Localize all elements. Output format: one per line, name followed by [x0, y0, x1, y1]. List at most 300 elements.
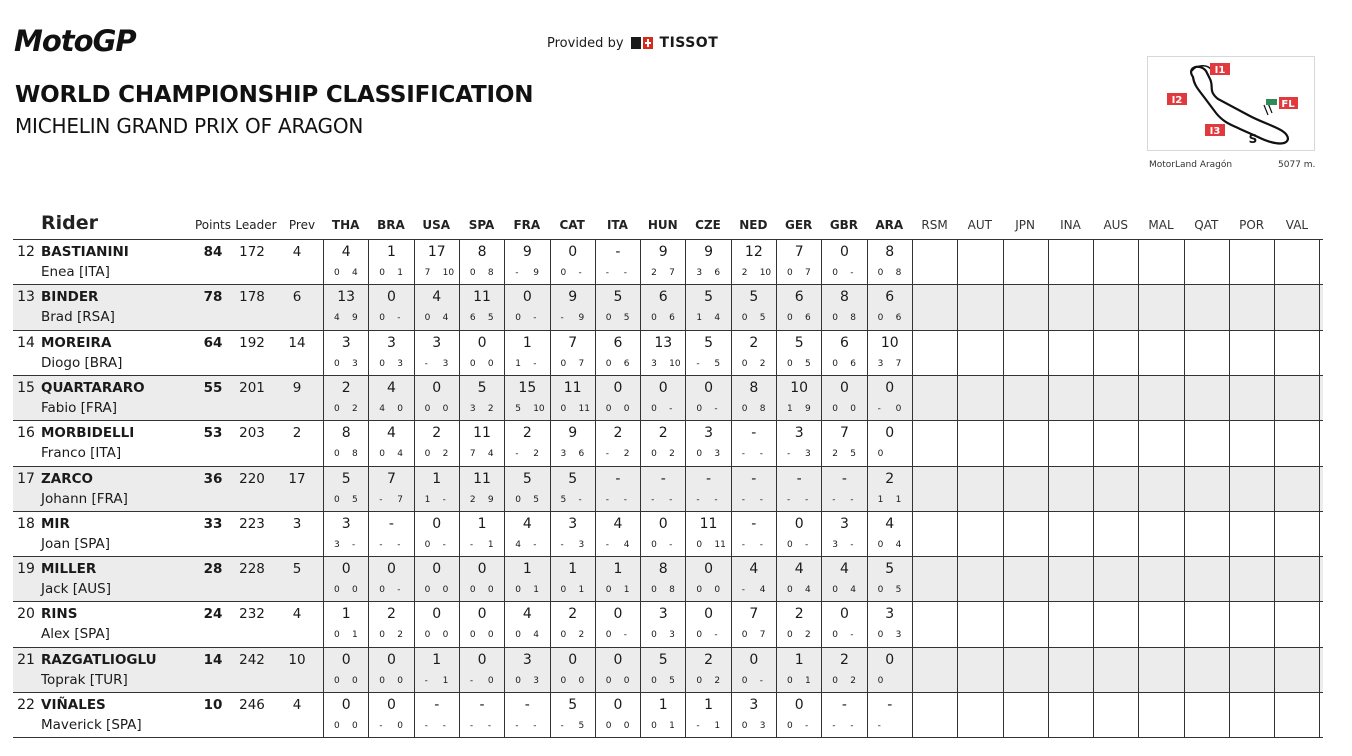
round-points: 6 — [885, 289, 895, 306]
sprint-points: 0 — [379, 585, 386, 596]
race-points: 4 — [805, 585, 811, 596]
result-cell-ara — [867, 376, 912, 421]
result-cell-val — [1274, 693, 1319, 738]
race-points: 6 — [714, 268, 721, 278]
result-cell-cat — [550, 467, 595, 512]
round-points: 9 — [568, 289, 578, 306]
sprint-points: 0 — [741, 358, 748, 369]
result-cell-rsm — [912, 285, 957, 330]
round-points: - — [479, 697, 485, 713]
sprint-points: 7 — [469, 449, 476, 460]
round-header-gbr: GBR — [829, 218, 859, 232]
result-cell-mal — [1138, 376, 1183, 421]
result-cell-usa — [414, 376, 459, 421]
round-points: 0 — [432, 515, 442, 532]
sprint-points: 0 — [515, 675, 521, 686]
round-points: 0 — [386, 289, 396, 306]
result-cell-aus — [1093, 376, 1138, 421]
round-points: 5 — [704, 334, 713, 351]
result-cell-qat — [1184, 557, 1229, 602]
result-cell-mal — [1138, 331, 1183, 376]
round-header-cze: CZE — [695, 218, 721, 232]
round-points: 3 — [386, 334, 396, 351]
result-cell-ita — [595, 693, 640, 738]
round-points: 12 — [744, 244, 763, 260]
result-cell-ara — [867, 648, 912, 693]
race-points: 1 — [487, 539, 494, 550]
race-points: 11 — [714, 539, 726, 550]
result-cell-cat — [550, 421, 595, 466]
round-points: 2 — [794, 606, 804, 623]
round-points: 0 — [477, 606, 487, 623]
gap-to-leader: 246 — [239, 697, 265, 713]
race-points: - — [850, 539, 854, 550]
sprint-points: 3 — [651, 358, 657, 369]
result-cell-usa — [414, 421, 459, 466]
result-cell-gbr — [821, 331, 866, 376]
result-cell-usa — [414, 240, 459, 285]
race-points: 4 — [895, 539, 902, 550]
sprint-points: 0 — [334, 268, 340, 278]
race-points: 0 — [397, 403, 404, 414]
gap-to-leader: 203 — [239, 425, 265, 442]
race-points: 8 — [895, 268, 902, 278]
result-cell-val — [1274, 285, 1319, 330]
result-cell-gbr — [821, 421, 866, 466]
result-cell-val — [1274, 602, 1319, 647]
result-cell-cat — [550, 693, 595, 738]
result-cell-ned — [731, 648, 776, 693]
rider-points: 33 — [203, 515, 223, 532]
race-points: 4 — [533, 630, 539, 641]
round-points: 7 — [794, 244, 804, 260]
result-cell-tha — [323, 512, 368, 557]
round-points: 0 — [839, 606, 849, 623]
sprint-points: 0 — [696, 630, 703, 641]
sprint-points: 0 — [605, 630, 612, 641]
race-points: 4 — [714, 313, 721, 324]
result-cell-val — [1274, 467, 1319, 512]
sprint-points: 0 — [651, 630, 657, 641]
motogp-logo — [14, 26, 192, 56]
round-header-aus: AUS — [1103, 218, 1129, 232]
track-layout-icon — [1148, 57, 1314, 150]
rider-points: 28 — [203, 561, 223, 578]
round-points: - — [841, 470, 847, 487]
round-points: - — [751, 515, 757, 532]
race-points: 5 — [850, 449, 857, 460]
race-points: - — [805, 539, 809, 550]
gap-to-previous: 4 — [292, 244, 302, 260]
rider-points: 36 — [203, 470, 223, 487]
round-points: 0 — [885, 425, 895, 442]
sprint-points: 2 — [741, 268, 748, 278]
gap-to-previous: 3 — [292, 515, 302, 532]
round-points: 0 — [613, 651, 623, 668]
sprint-points: - — [877, 403, 881, 414]
result-cell-rsm — [912, 331, 957, 376]
rider-firstname: Johann [FRA] — [41, 490, 128, 507]
result-cell-usa — [414, 693, 459, 738]
round-points: 1 — [568, 561, 578, 578]
race-points: 2 — [533, 449, 539, 460]
sprint-points: - — [741, 585, 745, 596]
race-points: - — [533, 358, 537, 369]
round-points: 0 — [839, 244, 849, 260]
race-points: 0 — [352, 675, 358, 686]
round-points: 1 — [432, 470, 442, 487]
table-header — [13, 212, 1323, 239]
round-points: 9 — [658, 244, 668, 260]
result-cell-ara — [867, 285, 912, 330]
result-cell-mal — [1138, 240, 1183, 285]
result-cell-mal — [1138, 285, 1183, 330]
race-points: - — [623, 494, 628, 505]
round-points: 3 — [341, 334, 351, 351]
table-row — [13, 330, 1323, 375]
result-cell-jpn — [1003, 331, 1048, 376]
round-header-aut: AUT — [967, 218, 992, 232]
result-cell-qat — [1184, 512, 1229, 557]
sprint-points: 0 — [334, 449, 340, 460]
sprint-points: 3 — [560, 449, 567, 460]
round-points: 5 — [658, 651, 668, 668]
result-cell-rsm — [912, 421, 957, 466]
sprint-points: 0 — [605, 313, 612, 324]
sprint-points: 0 — [424, 313, 431, 324]
table-right-border — [1319, 693, 1320, 738]
rider-position: 13 — [17, 289, 35, 306]
result-cell-ara — [867, 557, 912, 602]
table-right-border — [1319, 285, 1320, 330]
result-cell-aus — [1093, 602, 1138, 647]
result-cell-rsm — [912, 693, 957, 738]
round-points: 0 — [704, 606, 713, 623]
round-points: 7 — [749, 606, 759, 623]
result-cell-cat — [550, 285, 595, 330]
round-points: 11 — [473, 289, 491, 306]
result-cell-spa — [459, 557, 504, 602]
round-points: 1 — [341, 606, 351, 623]
race-points: - — [850, 721, 854, 731]
round-points: 2 — [885, 470, 895, 487]
sprint-points: 0 — [379, 449, 386, 460]
round-points: 0 — [386, 561, 396, 578]
round-points: 13 — [654, 334, 673, 351]
result-cell-cze — [685, 693, 730, 738]
round-points: 4 — [522, 606, 532, 623]
result-cell-cze — [685, 512, 730, 557]
round-points: 3 — [658, 606, 668, 623]
round-points: 2 — [432, 425, 442, 442]
table-right-border — [1319, 512, 1320, 557]
round-points: 0 — [704, 561, 713, 578]
round-points: - — [887, 697, 893, 713]
rider-surname: RAZGATLIOGLU — [41, 651, 157, 668]
result-cell-tha — [323, 331, 368, 376]
round-points: 5 — [568, 697, 578, 713]
sprint-points: - — [469, 539, 474, 550]
result-cell-rsm — [912, 602, 957, 647]
race-points: 0 — [578, 675, 585, 686]
race-points: 9 — [487, 494, 494, 505]
result-cell-qat — [1184, 376, 1229, 421]
table-row — [13, 601, 1323, 646]
gap-to-leader: 228 — [239, 561, 265, 578]
result-cell-spa — [459, 602, 504, 647]
race-points: 10 — [533, 403, 545, 414]
round-points: 9 — [568, 425, 578, 442]
round-points: 3 — [885, 606, 895, 623]
sprint-points: 0 — [832, 358, 839, 369]
sprint-points: 0 — [787, 268, 793, 278]
round-header-jpn: JPN — [1015, 218, 1036, 232]
race-points: 3 — [578, 539, 585, 550]
round-points: 5 — [522, 470, 532, 487]
tissot-logo-icon — [631, 37, 653, 49]
result-cell-cat — [550, 376, 595, 421]
result-cell-rsm — [912, 376, 957, 421]
sprint-points: 0 — [469, 268, 476, 278]
sprint-points: 1 — [787, 403, 793, 414]
sprint-points: 0 — [877, 675, 884, 686]
result-cell-ger — [776, 693, 821, 738]
race-points: 3 — [669, 630, 675, 641]
gap-to-previous: 9 — [292, 379, 302, 396]
sprint-points: - — [605, 494, 610, 505]
round-points: 8 — [658, 561, 668, 578]
race-points: 5 — [714, 358, 721, 369]
result-cell-bra — [368, 331, 413, 376]
sprint-points: - — [424, 721, 428, 731]
gap-to-previous: 17 — [288, 470, 306, 487]
result-cell-por — [1229, 421, 1274, 466]
result-cell-cze — [685, 557, 730, 602]
round-points: - — [841, 697, 847, 713]
sprint-points: 0 — [832, 585, 839, 596]
race-points: - — [850, 630, 854, 641]
result-cell-spa — [459, 512, 504, 557]
result-cell-ger — [776, 602, 821, 647]
result-cell-val — [1274, 421, 1319, 466]
result-cell-tha — [323, 240, 368, 285]
rider-surname: VIÑALES — [41, 697, 106, 713]
table-row — [13, 284, 1323, 329]
race-points: 0 — [623, 675, 630, 686]
result-cell-jpn — [1003, 467, 1048, 512]
race-points: 7 — [805, 268, 811, 278]
result-cell-mal — [1138, 512, 1183, 557]
result-cell-tha — [323, 376, 368, 421]
round-points: 2 — [568, 606, 578, 623]
race-points: 1 — [442, 675, 449, 686]
prev-column-header: Prev — [288, 218, 316, 232]
result-cell-jpn — [1003, 240, 1048, 285]
round-points: 6 — [839, 334, 849, 351]
sprint-points: 0 — [651, 585, 657, 596]
gap-to-leader: 242 — [239, 651, 265, 668]
result-cell-bra — [368, 421, 413, 466]
table-right-border — [1319, 602, 1320, 647]
round-header-bra: BRA — [377, 218, 405, 232]
sprint-points: - — [424, 675, 428, 686]
race-points: 9 — [578, 313, 585, 324]
sprint-points: - — [877, 721, 881, 731]
sprint-points: 0 — [877, 268, 884, 278]
result-cell-por — [1229, 285, 1274, 330]
round-header-ara: ARA — [875, 218, 904, 232]
round-points: 11 — [699, 515, 718, 532]
sprint-points: 0 — [515, 630, 521, 641]
result-cell-ina — [1048, 557, 1093, 602]
round-points: 0 — [613, 379, 623, 396]
sprint-points: - — [515, 721, 519, 731]
result-cell-por — [1229, 557, 1274, 602]
race-points: 8 — [850, 313, 857, 324]
round-points: 3 — [794, 425, 804, 442]
race-points: - — [397, 585, 401, 596]
sprint-points: 1 — [696, 313, 703, 324]
result-cell-aut — [957, 467, 1002, 512]
race-points: 7 — [759, 630, 766, 641]
race-points: - — [397, 313, 401, 324]
round-points: - — [751, 470, 757, 487]
result-cell-gbr — [821, 467, 866, 512]
sprint-points: - — [515, 268, 519, 278]
result-cell-por — [1229, 693, 1274, 738]
sprint-points: 3 — [696, 268, 703, 278]
result-cell-aus — [1093, 331, 1138, 376]
race-points: 7 — [669, 268, 675, 278]
result-cell-hun — [640, 467, 685, 512]
sponsor-name: TISSOT — [659, 35, 719, 51]
result-cell-fra — [504, 648, 549, 693]
track-length: 5077 m. — [1278, 160, 1316, 170]
round-points: 0 — [341, 561, 351, 578]
result-cell-tha — [323, 557, 368, 602]
sprint-points: - — [560, 721, 564, 731]
result-cell-usa — [414, 648, 459, 693]
race-points: 4 — [352, 268, 358, 278]
race-points: - — [850, 268, 854, 278]
race-points: 6 — [850, 358, 857, 369]
result-cell-cze — [685, 285, 730, 330]
race-points: 5 — [669, 675, 675, 686]
result-cell-aut — [957, 512, 1002, 557]
round-points: 17 — [427, 244, 446, 260]
race-points: 4 — [759, 585, 766, 596]
logo-text: MotoGP — [14, 26, 136, 56]
rider-points: 55 — [203, 379, 223, 396]
round-points: - — [434, 697, 440, 713]
round-points: 2 — [613, 425, 623, 442]
race-points: 8 — [352, 449, 358, 460]
sprint-points: 0 — [832, 403, 839, 414]
sprint-points: 0 — [877, 313, 884, 324]
result-cell-spa — [459, 285, 504, 330]
result-cell-usa — [414, 467, 459, 512]
race-points: - — [578, 268, 582, 278]
table-right-border — [1319, 648, 1320, 693]
result-cell-aus — [1093, 693, 1138, 738]
round-points: 0 — [613, 606, 623, 623]
sprint-points: 0 — [741, 403, 748, 414]
sprint-points: 7 — [424, 268, 431, 278]
result-cell-aus — [1093, 240, 1138, 285]
result-cell-mal — [1138, 693, 1183, 738]
sprint-points: - — [560, 539, 564, 550]
round-points: 8 — [749, 379, 759, 396]
round-points: 3 — [341, 515, 351, 532]
round-points: 11 — [473, 425, 491, 442]
round-points: 8 — [477, 244, 487, 260]
sprint-points: - — [424, 358, 428, 369]
round-header-ger: GER — [785, 218, 813, 232]
round-points: 4 — [432, 289, 442, 306]
result-cell-jpn — [1003, 421, 1048, 466]
sponsor-line — [547, 33, 718, 53]
race-points: 8 — [487, 268, 494, 278]
result-cell-ina — [1048, 421, 1093, 466]
round-points: 3 — [522, 651, 532, 668]
sprint-points: - — [560, 313, 564, 324]
result-cell-val — [1274, 331, 1319, 376]
sprint-points: - — [832, 721, 836, 731]
result-cell-gbr — [821, 602, 866, 647]
sprint-points: 4 — [515, 539, 521, 550]
rider-firstname: Franco [ITA] — [41, 445, 122, 462]
race-points: - — [759, 539, 763, 550]
marker-fl: FL — [1281, 99, 1295, 110]
race-points: 5 — [805, 358, 811, 369]
result-cell-qat — [1184, 331, 1229, 376]
round-header-ned: NED — [739, 218, 768, 232]
race-points: 9 — [352, 313, 358, 324]
rider-surname: RINS — [41, 606, 78, 623]
race-points: - — [578, 494, 582, 505]
result-cell-usa — [414, 512, 459, 557]
result-cell-spa — [459, 376, 504, 421]
rider-points: 10 — [203, 697, 223, 713]
race-points: 1 — [805, 675, 811, 686]
race-points: 5 — [533, 494, 539, 505]
race-points: 4 — [487, 449, 494, 460]
round-points: 0 — [658, 379, 668, 396]
round-points: 3 — [749, 697, 759, 713]
round-points: 5 — [885, 561, 895, 578]
race-points: 2 — [352, 403, 358, 414]
result-cell-aut — [957, 602, 1002, 647]
result-cell-hun — [640, 693, 685, 738]
result-cell-ina — [1048, 331, 1093, 376]
result-cell-jpn — [1003, 285, 1048, 330]
round-points: 0 — [704, 379, 713, 396]
race-points: - — [805, 494, 809, 505]
sprint-points: 0 — [832, 675, 839, 686]
race-points: 0 — [895, 403, 902, 414]
round-points: - — [660, 470, 666, 487]
round-points: 0 — [432, 379, 442, 396]
result-cell-cat — [550, 557, 595, 602]
result-cell-qat — [1184, 648, 1229, 693]
rider-position: 19 — [17, 561, 35, 578]
race-points: 4 — [850, 585, 857, 596]
rider-position: 15 — [17, 379, 35, 396]
race-points: 1 — [623, 585, 630, 596]
result-cell-tha — [323, 602, 368, 647]
result-cell-ina — [1048, 376, 1093, 421]
rider-position: 17 — [17, 470, 35, 487]
